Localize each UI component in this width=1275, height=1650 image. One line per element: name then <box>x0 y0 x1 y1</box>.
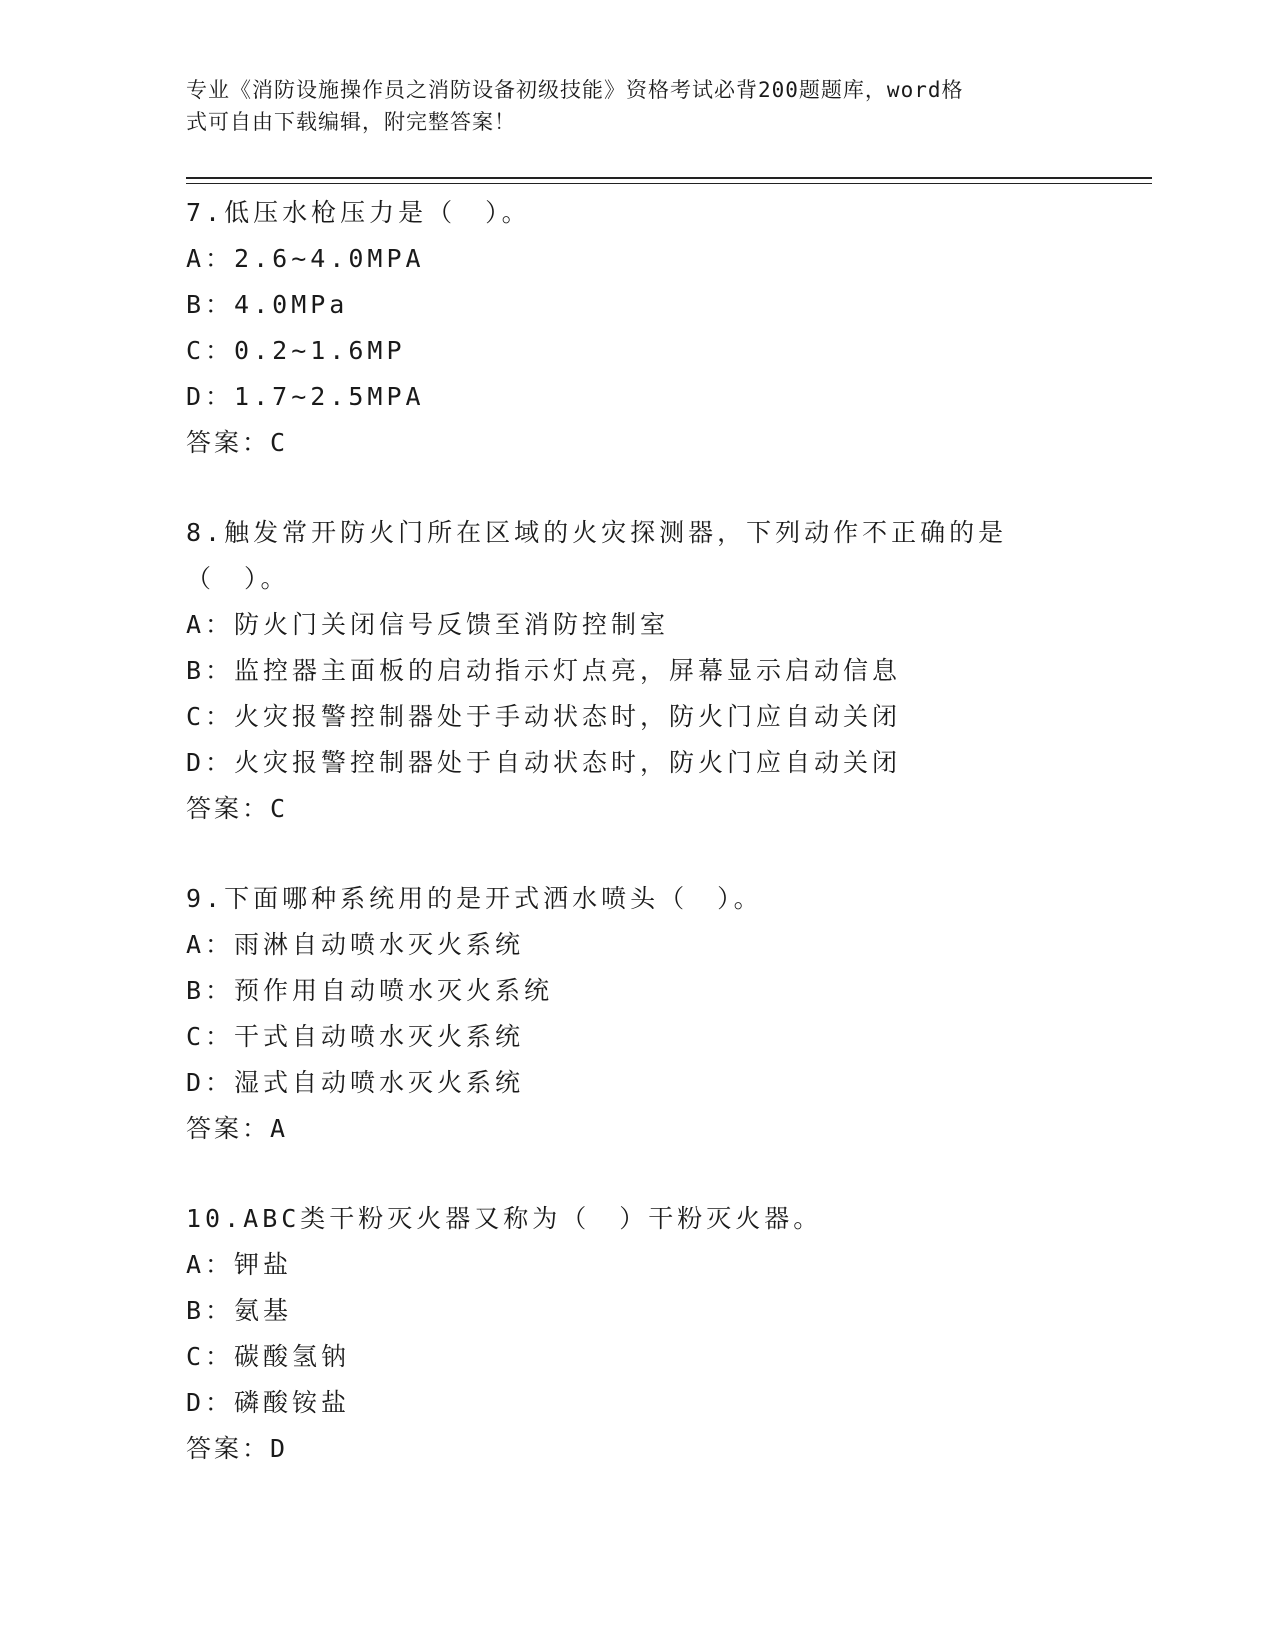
header-line-2: 式可自由下载编辑，附完整答案！ <box>186 110 516 134</box>
option-a: A：防火门关闭信号反馈至消防控制室 <box>186 610 670 639</box>
question-9 <box>186 876 1152 1152</box>
option-a: A：2.6~4.0MPA <box>186 244 425 273</box>
answer: 答案：D <box>186 1434 289 1463</box>
question-stem: 9.下面哪种系统用的是开式洒水喷头（ ）。 <box>186 884 763 913</box>
question-8 <box>186 510 1152 832</box>
option-d: D：湿式自动喷水灭火系统 <box>186 1068 525 1097</box>
question-stem: 7.低压水枪压力是（ ）。 <box>186 198 531 227</box>
option-d: D：1.7~2.5MPA <box>186 382 425 411</box>
option-c: C：干式自动喷水灭火系统 <box>186 1022 525 1051</box>
header-line-1: 专业《消防设施操作员之消防设备初级技能》资格考试必背200题题库，word格 <box>186 78 964 102</box>
option-c: C：0.2~1.6MP <box>186 336 406 365</box>
document-header <box>186 74 1066 138</box>
option-d: D：磷酸铵盐 <box>186 1388 351 1417</box>
option-d: D：火灾报警控制器处于自动状态时，防火门应自动关闭 <box>186 748 902 777</box>
question-stem: 10.ABC类干粉灭火器又称为（ ）干粉灭火器。 <box>186 1204 823 1233</box>
option-a: A：雨淋自动喷水灭火系统 <box>186 930 525 959</box>
answer: 答案：A <box>186 1114 289 1143</box>
header-divider <box>186 177 1152 179</box>
question-7 <box>186 190 1152 466</box>
question-list <box>186 190 1152 1516</box>
question-10 <box>186 1196 1152 1472</box>
option-c: C：火灾报警控制器处于手动状态时，防火门应自动关闭 <box>186 702 902 731</box>
option-b: B：预作用自动喷水灭火系统 <box>186 976 554 1005</box>
answer: 答案：C <box>186 794 289 823</box>
answer: 答案：C <box>186 428 289 457</box>
option-b: B：4.0MPa <box>186 290 349 319</box>
option-c: C：碳酸氢钠 <box>186 1342 351 1371</box>
header-divider-thin <box>186 183 1152 184</box>
question-stem: 8.触发常开防火门所在区域的火灾探测器，下列动作不正确的是（ ）。 <box>186 518 1008 593</box>
option-b: B：监控器主面板的启动指示灯点亮，屏幕显示启动信息 <box>186 656 902 685</box>
option-b: B：氨基 <box>186 1296 293 1325</box>
option-a: A：钾盐 <box>186 1250 293 1279</box>
